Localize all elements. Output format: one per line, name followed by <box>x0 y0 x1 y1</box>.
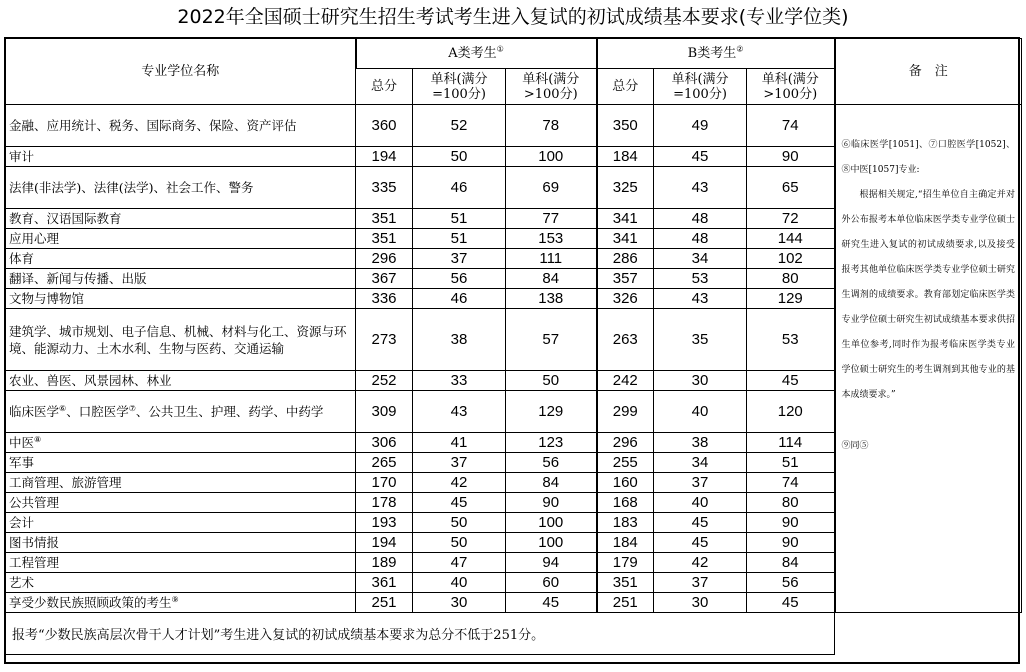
a-total: 360 <box>356 105 413 147</box>
b-total: 286 <box>597 249 654 269</box>
a-single-gt100: 45 <box>506 593 597 613</box>
b-single100: 40 <box>654 391 747 433</box>
a-total: 351 <box>356 229 413 249</box>
header-b-single100: 单科(满分=100分) <box>654 69 747 105</box>
a-total: 251 <box>356 593 413 613</box>
program-name: 教育、汉语国际教育 <box>6 209 356 229</box>
b-total: 160 <box>597 473 654 493</box>
b-single100: 30 <box>654 371 747 391</box>
score-table <box>5 38 1022 655</box>
a-single-gt100: 100 <box>506 533 597 553</box>
b-single100: 37 <box>654 573 747 593</box>
b-single-gt100: 120 <box>747 391 835 433</box>
b-single-gt100: 56 <box>747 573 835 593</box>
b-total: 251 <box>597 593 654 613</box>
a-single100: 46 <box>413 289 506 309</box>
a-total: 336 <box>356 289 413 309</box>
a-single100: 50 <box>413 533 506 553</box>
table-row <box>6 105 1022 147</box>
a-single100: 40 <box>413 573 506 593</box>
program-name: 翻译、新闻与传播、出版 <box>6 269 356 289</box>
b-total: 263 <box>597 309 654 371</box>
program-name: 工程管理 <box>6 553 356 573</box>
a-single-gt100: 57 <box>506 309 597 371</box>
a-single-gt100: 60 <box>506 573 597 593</box>
b-total: 184 <box>597 533 654 553</box>
b-single100: 49 <box>654 105 747 147</box>
a-total: 296 <box>356 249 413 269</box>
b-total: 296 <box>597 433 654 453</box>
a-single100: 37 <box>413 249 506 269</box>
a-single100: 45 <box>413 493 506 513</box>
remark-line-1: ⑥临床医学[1051]、⑦口腔医学[1052]、⑧中医[1057]专业: <box>841 140 1016 175</box>
a-total: 361 <box>356 573 413 593</box>
page-title: 2022年全国硕士研究生招生考试考生进入复试的初试成绩基本要求(专业学位类) <box>177 6 849 28</box>
a-single-gt100: 77 <box>506 209 597 229</box>
a-total: 273 <box>356 309 413 371</box>
a-total: 367 <box>356 269 413 289</box>
a-single100: 47 <box>413 553 506 573</box>
a-single100: 38 <box>413 309 506 371</box>
b-single-gt100: 102 <box>747 249 835 269</box>
a-single-gt100: 50 <box>506 371 597 391</box>
b-single100: 38 <box>654 433 747 453</box>
a-single-gt100: 111 <box>506 249 597 269</box>
b-single-gt100: 45 <box>747 593 835 613</box>
program-name: 中医⑧ <box>6 433 356 453</box>
header-b-total: 总分 <box>597 69 654 105</box>
b-single100: 45 <box>654 533 747 553</box>
b-single100: 53 <box>654 269 747 289</box>
remark-line-2: 根据相关规定,“招生单位自主确定并对外公布报考本单位临床医学类专业学位硕士研究生进入复试的初试成绩要求,以及接受报考其他单位临床医学类专业学位硕士研究生调剂的成绩要求。教育部划定临床医学类专业学位硕士研究生初试成绩基本要求供招生单位参考,同时作为报考临床医学类专业学位硕士研究生的考生调剂到其他专业的基本成绩要求。” <box>841 190 1016 400</box>
b-total: 168 <box>597 493 654 513</box>
b-single100: 37 <box>654 473 747 493</box>
a-single-gt100: 138 <box>506 289 597 309</box>
header-program-name: 专业学位名称 <box>6 39 356 105</box>
footnote-row <box>6 613 1022 655</box>
a-single-gt100: 90 <box>506 493 597 513</box>
program-name: 军事 <box>6 453 356 473</box>
b-total: 179 <box>597 553 654 573</box>
b-total: 242 <box>597 371 654 391</box>
a-single-gt100: 84 <box>506 269 597 289</box>
header-a-single-gt100: 单科(满分>100分) <box>506 69 597 105</box>
a-single-gt100: 78 <box>506 105 597 147</box>
a-single100: 30 <box>413 593 506 613</box>
b-single-gt100: 90 <box>747 147 835 167</box>
b-single100: 45 <box>654 147 747 167</box>
a-single100: 51 <box>413 209 506 229</box>
b-total: 357 <box>597 269 654 289</box>
program-name: 金融、应用统计、税务、国际商务、保险、资产评估 <box>6 105 356 147</box>
b-single-gt100: 74 <box>747 105 835 147</box>
b-single-gt100: 90 <box>747 533 835 553</box>
b-single-gt100: 129 <box>747 289 835 309</box>
b-single-gt100: 51 <box>747 453 835 473</box>
a-total: 309 <box>356 391 413 433</box>
a-single100: 51 <box>413 229 506 249</box>
a-total: 265 <box>356 453 413 473</box>
b-single100: 43 <box>654 289 747 309</box>
program-name: 建筑学、城市规划、电子信息、机械、材料与化工、资源与环境、能源动力、土木水利、生物与医药、交通运输 <box>6 309 356 371</box>
program-name: 应用心理 <box>6 229 356 249</box>
b-single100: 45 <box>654 513 747 533</box>
a-single100: 42 <box>413 473 506 493</box>
b-single-gt100: 45 <box>747 371 835 391</box>
program-name: 享受少数民族照顾政策的考生⑨ <box>6 593 356 613</box>
b-single100: 43 <box>654 167 747 209</box>
program-name: 农业、兽医、风景园林、林业 <box>6 371 356 391</box>
a-single100: 46 <box>413 167 506 209</box>
a-single100: 33 <box>413 371 506 391</box>
a-single-gt100: 56 <box>506 453 597 473</box>
a-single100: 50 <box>413 147 506 167</box>
footnote: 报考“少数民族高层次骨干人才计划”考生进入复试的初试成绩基本要求为总分不低于251分。 <box>6 613 835 655</box>
b-single100: 48 <box>654 209 747 229</box>
b-single100: 48 <box>654 229 747 249</box>
b-single-gt100: 74 <box>747 473 835 493</box>
b-single-gt100: 72 <box>747 209 835 229</box>
program-name: 文物与博物馆 <box>6 289 356 309</box>
a-single-gt100: 100 <box>506 147 597 167</box>
program-name: 工商管理、旅游管理 <box>6 473 356 493</box>
a-total: 193 <box>356 513 413 533</box>
a-total: 306 <box>356 433 413 453</box>
a-single-gt100: 153 <box>506 229 597 249</box>
b-single100: 35 <box>654 309 747 371</box>
program-name: 临床医学⑥、口腔医学⑦、公共卫生、护理、药学、中药学 <box>6 391 356 433</box>
a-single-gt100: 123 <box>506 433 597 453</box>
b-total: 299 <box>597 391 654 433</box>
b-single100: 34 <box>654 453 747 473</box>
b-total: 341 <box>597 229 654 249</box>
a-total: 178 <box>356 493 413 513</box>
a-single100: 37 <box>413 453 506 473</box>
program-name: 体育 <box>6 249 356 269</box>
b-total: 351 <box>597 573 654 593</box>
a-single100: 43 <box>413 391 506 433</box>
remark-line-3: ⑨同⑤ <box>841 441 869 451</box>
a-total: 189 <box>356 553 413 573</box>
b-single100: 34 <box>654 249 747 269</box>
b-single-gt100: 80 <box>747 493 835 513</box>
remarks-cell <box>835 105 1022 613</box>
a-total: 335 <box>356 167 413 209</box>
a-total: 194 <box>356 147 413 167</box>
b-single-gt100: 144 <box>747 229 835 249</box>
b-total: 325 <box>597 167 654 209</box>
b-single-gt100: 114 <box>747 433 835 453</box>
a-single100: 41 <box>413 433 506 453</box>
b-total: 184 <box>597 147 654 167</box>
a-single-gt100: 100 <box>506 513 597 533</box>
b-total: 255 <box>597 453 654 473</box>
program-name: 审计 <box>6 147 356 167</box>
b-single100: 40 <box>654 493 747 513</box>
b-single-gt100: 53 <box>747 309 835 371</box>
b-single-gt100: 65 <box>747 167 835 209</box>
a-single-gt100: 94 <box>506 553 597 573</box>
b-total: 350 <box>597 105 654 147</box>
a-total: 170 <box>356 473 413 493</box>
header-a-single100: 单科(满分=100分) <box>413 69 506 105</box>
b-total: 183 <box>597 513 654 533</box>
a-single100: 52 <box>413 105 506 147</box>
b-single-gt100: 80 <box>747 269 835 289</box>
a-single100: 56 <box>413 269 506 289</box>
header-group-b: B类考生② <box>597 39 835 69</box>
b-single100: 30 <box>654 593 747 613</box>
a-single100: 50 <box>413 513 506 533</box>
header-group-a: A类考生① <box>356 39 597 69</box>
a-single-gt100: 84 <box>506 473 597 493</box>
b-single-gt100: 84 <box>747 553 835 573</box>
header-remarks: 备 注 <box>835 39 1022 105</box>
a-single-gt100: 69 <box>506 167 597 209</box>
a-single-gt100: 129 <box>506 391 597 433</box>
b-single-gt100: 90 <box>747 513 835 533</box>
program-name: 会计 <box>6 513 356 533</box>
b-single100: 42 <box>654 553 747 573</box>
a-total: 351 <box>356 209 413 229</box>
a-total: 252 <box>356 371 413 391</box>
program-name: 艺术 <box>6 573 356 593</box>
program-name: 图书情报 <box>6 533 356 553</box>
program-name: 公共管理 <box>6 493 356 513</box>
header-a-total: 总分 <box>356 69 413 105</box>
b-total: 341 <box>597 209 654 229</box>
header-b-single-gt100: 单科(满分>100分) <box>747 69 835 105</box>
b-total: 326 <box>597 289 654 309</box>
program-name: 法律(非法学)、法律(法学)、社会工作、警务 <box>6 167 356 209</box>
a-total: 194 <box>356 533 413 553</box>
